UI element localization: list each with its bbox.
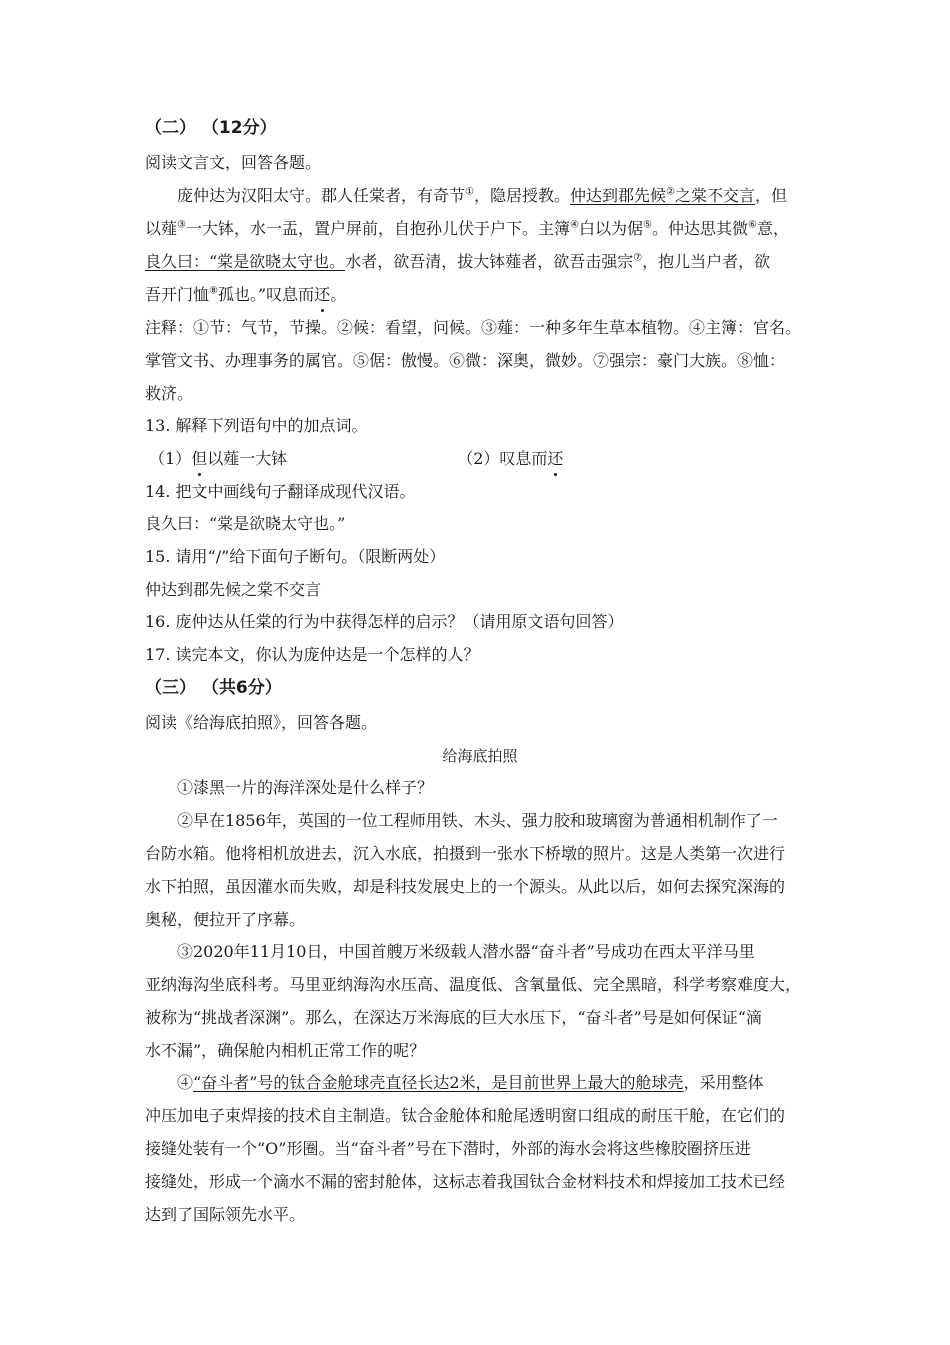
- article-paragraph-2-line-4: 奥秘，便拉开了序幕。: [145, 910, 306, 929]
- article-paragraph-3-line-4: 水不漏”，确保舱内相机正常工作的呢？: [145, 1041, 426, 1060]
- item-number: （1）: [149, 449, 192, 468]
- dotted-word: 还: [547, 447, 563, 471]
- passage-text: ，抱儿当户者，欲: [642, 252, 771, 271]
- passage-text: 之棠不交言: [674, 186, 755, 205]
- dotted-word: 但: [191, 447, 207, 471]
- question-13-items: [149, 447, 819, 471]
- article-paragraph-1: ①漆黑一片的海洋深处是什么样子？: [177, 778, 434, 797]
- passage-text: 一大钵，水一盂，置户屏前，自抱孙儿伏于户下。主簿: [185, 219, 570, 238]
- passage-text: 。: [330, 285, 347, 304]
- article-paragraph-2-line-1: ②早在1856年，英国的一位工程师用铁、木头、强力胶和玻璃窗为普通相机制作了一: [177, 811, 778, 830]
- passage-text: 以薤: [145, 219, 178, 238]
- article-paragraph-3-line-2: 亚纳海沟坐底科考。马里亚纳海沟水压高、温度低、含氧量低、完全黑暗，科学考察难度大，: [145, 975, 802, 994]
- section-3-instruction: 阅读《给海底拍照》，回答各题。: [145, 713, 378, 732]
- passage-text: ，隐居授教。: [473, 186, 570, 205]
- passage-text: 吾开门恤: [145, 285, 210, 304]
- notes-line-2: 掌管文书、办理事务的属官。⑤倨：傲慢。⑥微：深奥，微妙。⑦强宗：豪门大族。⑧恤：: [145, 351, 786, 370]
- passage-line-4: [145, 283, 815, 307]
- passage-text: 水者，欲吾清，拔大钵薤者，欲吾击强宗: [345, 252, 634, 271]
- note-marker: ⑧: [209, 285, 218, 297]
- article-paragraph-2-line-2: 台防水箱。他将相机放进去，沉入水底，拍摄到一张水下桥墩的照片。这是人类第一次进行: [145, 844, 786, 863]
- article-paragraph-4-line-3: 接缝处装有一个“O”形圈。当“奋斗者”号在下潜时，外部的海水会将这些橡胶圈挤压进: [145, 1139, 751, 1158]
- passage-line-2: [145, 217, 815, 241]
- question-15: 15. 请用“/”给下面句子断句。（限断两处）: [145, 547, 446, 566]
- notes-line-3: 救济。: [145, 384, 194, 403]
- underlined-sentence: “奋斗者”号的钛合金舱球壳直径长达2米，是目前世界上最大的舱球壳: [193, 1073, 684, 1092]
- question-14-sentence: 良久曰：“棠是欲晓太守也。”: [145, 514, 346, 533]
- question-13: 13. 解释下列语句中的加点词。: [145, 416, 368, 435]
- question-17: 17. 读完本文，你认为庞仲达是一个怎样的人？: [145, 645, 480, 664]
- article-paragraph-3-line-3: 被称为“挑战者深渊”。那么，在深达万米海底的巨大水压下，“奋斗者”号是如何保证“滴: [145, 1008, 762, 1027]
- note-marker: ⑤: [642, 219, 652, 231]
- article-paragraph-3-line-1: ③2020年11月10日，中国首艘万米级载人潜水器“奋斗者”号成功在西太平洋马里: [177, 942, 755, 961]
- item-text: 以薤一大钵: [207, 449, 288, 468]
- item-text: （2）叹息而: [457, 449, 548, 468]
- note-marker: ②: [666, 186, 675, 198]
- question-16: 16. 庞仲达从任棠的行为中获得怎样的启示？（请用原文语句回答）: [145, 612, 624, 631]
- passage-text: 仲达到郡先候: [570, 186, 667, 205]
- underlined-sentence-1: 良久曰：“棠是欲晓太守也。: [145, 252, 346, 271]
- underlined-sentence-2: [570, 186, 755, 205]
- passage-text: ，但: [755, 186, 788, 205]
- section-2-heading: （二） （12分）: [145, 118, 277, 138]
- dotted-word: 还: [314, 283, 330, 307]
- article-paragraph-4-line-2: 冲压加电子束焊接的技术自主制造。钛合金舱体和舱尾透明窗口组成的耐压干舱，在它们的: [145, 1106, 786, 1125]
- note-marker: ③: [177, 219, 186, 231]
- passage-line-1: [177, 184, 847, 208]
- note-marker: ⑦: [633, 252, 643, 264]
- passage-text: 孤也。”叹息而: [217, 285, 315, 304]
- passage-text: 。仲达思其微: [651, 219, 748, 238]
- note-marker: ①: [465, 186, 474, 198]
- paragraph-text: ，采用整体: [683, 1073, 764, 1092]
- passage-text: 庞仲达为汉阳太守。郡人任棠者，有奇节: [177, 186, 466, 205]
- note-marker: ⑥: [747, 219, 757, 231]
- passage-text: 白以为倨: [578, 219, 643, 238]
- paragraph-number: ④: [177, 1073, 194, 1092]
- article-paragraph-4-line-5: 达到了国际领先水平。: [145, 1205, 306, 1224]
- question-14: 14. 把文中画线句子翻译成现代汉语。: [145, 482, 416, 501]
- article-paragraph-4-line-4: 接缝处，形成一个滴水不漏的密封舱体，这标志着我国钛合金材料技术和焊接加工技术已经: [145, 1172, 786, 1191]
- question-15-sentence: 仲达到郡先候之棠不交言: [145, 580, 322, 599]
- article-paragraph-4-line-1: [177, 1071, 847, 1095]
- note-marker: ④: [570, 219, 579, 231]
- article-title: 给海底拍照: [442, 747, 518, 765]
- section-2-instruction: 阅读文言文，回答各题。: [145, 153, 322, 172]
- notes-line-1: 注释：①节：气节，节操。②候：看望，问候。③薤：一种多年生草本植物。④主簿：官名。: [145, 318, 802, 337]
- section-3-heading: （三） （共6分）: [145, 678, 282, 698]
- passage-text: 意，: [756, 219, 789, 238]
- passage-line-3: [145, 250, 815, 274]
- article-paragraph-2-line-3: 水下拍照，虽因灌水而失败，却是科技发展史上的一个源头。从此以后，如何去探究深海的: [145, 877, 786, 896]
